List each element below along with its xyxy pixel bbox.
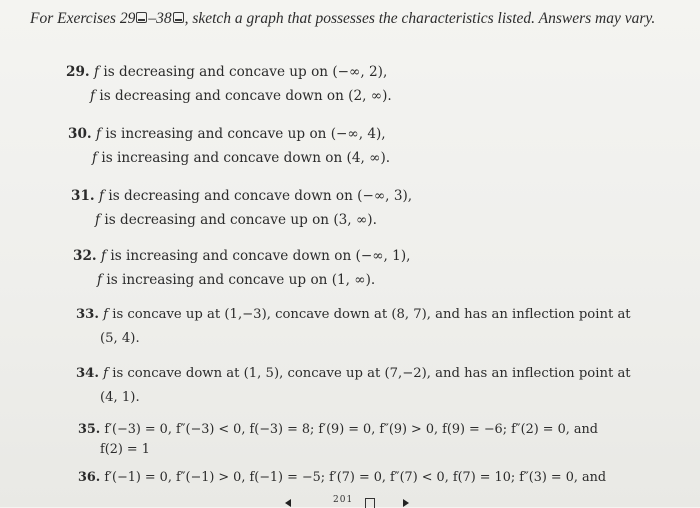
exercise-number: 31. [71, 188, 95, 204]
exercise-line-2: is increasing and concave down on (4, ∞). [97, 150, 391, 166]
exercise-number: 30. [68, 126, 92, 142]
exercise-line-2: is increasing and concave up on (1, ∞). [102, 272, 376, 288]
exercise-line-1: is increasing and concave down on (−∞, 1), [106, 248, 411, 264]
exercise-number: 36. [78, 470, 101, 485]
exercise-line-1: is decreasing and concave down on (−∞, 3), [104, 188, 413, 204]
exercise-34 [76, 362, 631, 405]
exercise-number: 29. [66, 64, 90, 80]
function-symbol: f [92, 150, 98, 166]
exercise-31 [71, 184, 413, 228]
exercise-line-1: is concave up at (1,−3), concave down at (8, 7), and has an inflection point at [108, 307, 631, 322]
exercise-33 [76, 303, 631, 346]
exercise-35 [78, 420, 598, 457]
instructions-suffix: , sketch a graph that possesses the characteristics listed. Answers may vary. [184, 10, 656, 27]
exercise-30 [68, 122, 391, 166]
function-symbol: f [103, 366, 109, 381]
page-footer [285, 494, 415, 507]
exercise-number: 35. [78, 422, 101, 437]
instructions-prefix: For Exercises 29 [30, 10, 136, 27]
exercise-number: 32. [73, 248, 97, 264]
exercise-line-2: f(2) = 1 [100, 442, 150, 457]
exercise-line-1: is concave down at (1, 5), concave up at (7,−2), and has an inflection point at [108, 366, 631, 381]
exercise-29 [66, 60, 392, 104]
exercise-line-2: is decreasing and concave down on (2, ∞). [95, 88, 392, 104]
instructions-mid: –38 [148, 10, 172, 27]
exercise-line-1: is increasing and concave up on (−∞, 4), [101, 126, 386, 142]
function-symbol: f [95, 212, 101, 228]
function-symbol: f [100, 248, 107, 264]
function-symbol: f [90, 88, 96, 104]
function-symbol: f [103, 307, 109, 322]
exercise-line-1: f′(−1) = 0, f″(−1) > 0, f(−1) = −5; f′(7) = 0, f″(7) < 0, f(7) = 10; f″(3) = 0, and [100, 470, 607, 485]
exercise-line-2: is decreasing and concave up on (3, ∞). [100, 212, 377, 228]
function-symbol: f [93, 64, 100, 80]
exercise-36 [78, 468, 606, 488]
page-number: 201 [333, 495, 354, 505]
link-box-icon[interactable] [136, 12, 147, 23]
exercise-instructions [30, 10, 690, 28]
link-box-icon[interactable] [173, 12, 184, 23]
function-symbol: f [97, 272, 103, 288]
exercise-line-2: (5, 4). [100, 331, 140, 346]
exercise-line-1: f′(−3) = 0, f″(−3) < 0, f(−3) = 8; f′(9) = 0, f″(9) > 0, f(9) = −6; f″(2) = 0, and [100, 422, 598, 437]
exercise-line-2: (4, 1). [100, 390, 140, 405]
previous-page-icon[interactable] [285, 499, 291, 507]
exercise-number: 34. [76, 366, 99, 381]
function-symbol: f [95, 126, 102, 142]
exercise-32 [73, 244, 411, 288]
exercise-number: 33. [76, 307, 99, 322]
next-page-icon[interactable] [403, 499, 409, 507]
function-symbol: f [98, 188, 105, 204]
exercise-line-1: is decreasing and concave up on (−∞, 2), [99, 64, 388, 80]
